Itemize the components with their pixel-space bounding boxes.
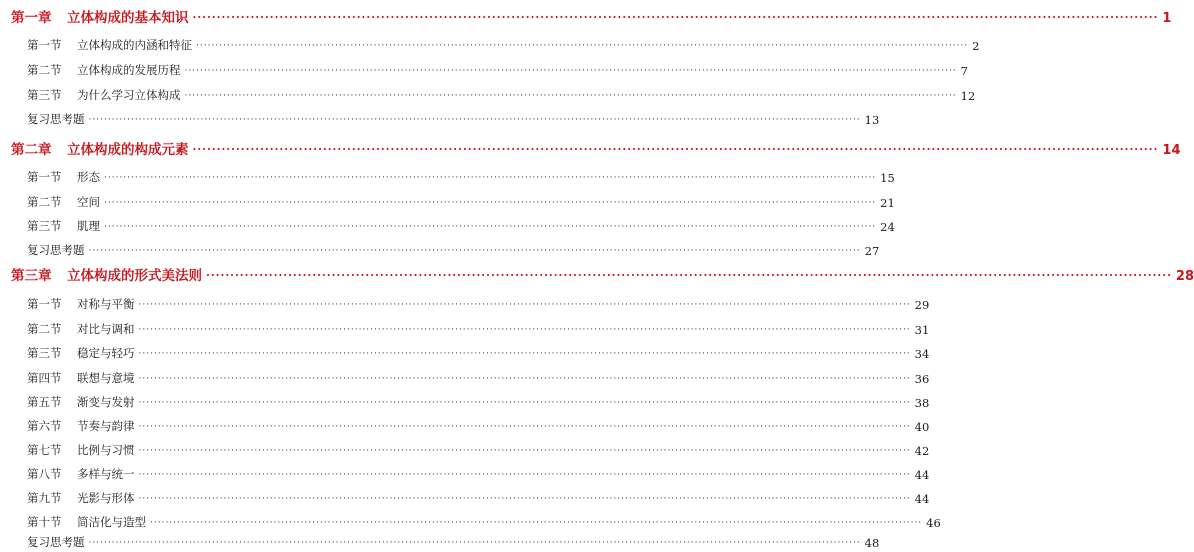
leader-dots: ········································································································································································································ <box>138 398 911 408</box>
section-title <box>27 37 192 53</box>
section-title <box>27 111 85 127</box>
leader-dots: ········································································································································································································ <box>206 269 1172 282</box>
leader-dots: ········································································································································································································ <box>138 300 911 310</box>
section-name: 节奏与韵律 <box>77 419 135 433</box>
section-number: 第二节 <box>27 63 62 77</box>
section-name: 立体构成的内涵和特征 <box>77 38 192 52</box>
section-title <box>27 169 100 185</box>
section-name: 稳定与轻巧 <box>77 346 135 360</box>
chapter-page-number: 28 <box>1175 269 1194 284</box>
section-page-number: 27 <box>864 244 880 258</box>
section-number: 第七节 <box>27 443 62 457</box>
section-number: 第十节 <box>27 515 62 529</box>
section-title <box>27 466 135 482</box>
section-number: 第三节 <box>27 219 62 233</box>
section-number: 第六节 <box>27 419 62 433</box>
leader-dots: ········································································································································································································ <box>138 422 911 432</box>
section-name: 对比与调和 <box>77 322 135 336</box>
section-page-number: 46 <box>926 516 941 530</box>
leader-dots: ········································································································································································································ <box>196 41 969 51</box>
section-name: 渐变与发射 <box>77 395 135 409</box>
section-number: 第三节 <box>27 88 62 102</box>
toc-section-entry[interactable] <box>0 292 930 312</box>
section-name: 立体构成的发展历程 <box>77 63 181 77</box>
chapter-number: 第三章 <box>11 268 52 284</box>
leader-dots: ········································································································································································································ <box>150 518 923 528</box>
chapter-name: 立体构成的形式美法则 <box>67 268 202 284</box>
toc-section-entry[interactable] <box>0 462 930 482</box>
section-page-number: 42 <box>914 444 930 458</box>
section-title <box>27 394 135 410</box>
section-title <box>27 370 135 386</box>
toc-chapter-entry[interactable] <box>0 138 1181 158</box>
leader-dots: ········································································································································································································ <box>138 349 911 359</box>
section-page-number: 40 <box>914 420 930 434</box>
section-name: 复习思考题 <box>27 535 85 549</box>
leader-dots: ········································································································································································································ <box>104 198 877 208</box>
toc-section-entry[interactable] <box>0 58 968 78</box>
toc-section-entry[interactable] <box>0 83 976 103</box>
toc-section-entry[interactable] <box>0 438 930 458</box>
section-number: 第二节 <box>27 322 62 336</box>
toc-review-entry[interactable] <box>0 238 880 258</box>
section-page-number: 29 <box>914 298 930 312</box>
section-page-number: 13 <box>864 113 880 127</box>
section-name: 肌理 <box>77 219 100 233</box>
section-number: 第一节 <box>27 297 62 311</box>
section-title <box>27 442 135 458</box>
section-page-number: 2 <box>972 39 980 53</box>
section-name: 对称与平衡 <box>77 297 135 311</box>
toc-chapter-entry[interactable] <box>0 264 1194 284</box>
section-number: 第五节 <box>27 395 62 409</box>
section-page-number: 31 <box>914 323 930 337</box>
section-title <box>27 345 135 361</box>
chapter-title <box>11 138 189 158</box>
section-page-number: 15 <box>880 171 895 185</box>
leader-dots: ········································································································································································································ <box>138 446 911 456</box>
section-title <box>27 418 135 434</box>
section-title <box>27 242 85 258</box>
chapter-page-number: 14 <box>1162 143 1181 158</box>
toc-section-entry[interactable] <box>0 510 941 530</box>
leader-dots: ········································································································································································································ <box>138 494 911 504</box>
section-page-number: 24 <box>880 220 895 234</box>
toc-section-entry[interactable] <box>0 390 930 410</box>
section-name: 形态 <box>77 170 100 184</box>
toc-section-entry[interactable] <box>0 486 930 506</box>
toc-section-entry[interactable] <box>0 341 930 361</box>
section-number: 第八节 <box>27 467 62 481</box>
leader-dots: ········································································································································································································ <box>104 173 877 183</box>
toc-section-entry[interactable] <box>0 33 980 53</box>
chapter-title <box>11 6 189 26</box>
leader-dots: ········································································································································································································ <box>104 222 877 232</box>
toc-section-entry[interactable] <box>0 317 930 337</box>
section-title <box>27 87 181 103</box>
section-page-number: 12 <box>960 89 976 103</box>
leader-dots: ········································································································································································································ <box>88 115 861 125</box>
section-title <box>27 514 146 530</box>
section-page-number: 48 <box>864 536 880 550</box>
toc-chapter-entry[interactable] <box>0 6 1172 26</box>
section-name: 比例与习惯 <box>77 443 135 457</box>
chapter-page-number: 1 <box>1162 11 1172 26</box>
chapter-name: 立体构成的构成元素 <box>67 142 189 158</box>
section-title <box>27 534 85 550</box>
section-number: 第一节 <box>27 170 62 184</box>
toc-review-entry[interactable] <box>0 530 880 550</box>
section-page-number: 21 <box>880 196 895 210</box>
section-title <box>27 62 181 78</box>
section-name: 复习思考题 <box>27 112 85 126</box>
section-number: 第四节 <box>27 371 62 385</box>
section-title <box>27 490 135 506</box>
section-number: 第三节 <box>27 346 62 360</box>
section-name: 联想与意境 <box>77 371 135 385</box>
toc-section-entry[interactable] <box>0 366 930 386</box>
chapter-title <box>11 264 202 284</box>
section-name: 空间 <box>77 195 100 209</box>
section-page-number: 38 <box>914 396 930 410</box>
toc-section-entry[interactable] <box>0 165 895 185</box>
section-number: 第九节 <box>27 491 62 505</box>
section-name: 多样与统一 <box>77 467 135 481</box>
leader-dots: ········································································································································································································ <box>192 11 1159 24</box>
toc-section-entry[interactable] <box>0 214 895 234</box>
section-page-number: 44 <box>914 468 930 482</box>
section-name: 光影与形体 <box>77 491 135 505</box>
chapter-number: 第一章 <box>11 10 52 26</box>
section-name: 简洁化与造型 <box>77 515 146 529</box>
leader-dots: ········································································································································································································ <box>184 91 957 101</box>
toc-section-entry[interactable] <box>0 190 895 210</box>
section-name: 复习思考题 <box>27 243 85 257</box>
section-title <box>27 194 100 210</box>
chapter-number: 第二章 <box>11 142 52 158</box>
section-page-number: 44 <box>914 492 930 506</box>
section-title <box>27 218 100 234</box>
section-number: 第一节 <box>27 38 62 52</box>
leader-dots: ········································································································································································································ <box>184 66 957 76</box>
leader-dots: ········································································································································································································ <box>138 325 911 335</box>
section-name: 为什么学习立体构成 <box>77 88 181 102</box>
leader-dots: ········································································································································································································ <box>138 470 911 480</box>
toc-review-entry[interactable] <box>0 107 880 127</box>
leader-dots: ········································································································································································································ <box>88 246 861 256</box>
section-title <box>27 321 135 337</box>
toc-section-entry[interactable] <box>0 414 930 434</box>
section-page-number: 34 <box>914 347 930 361</box>
section-page-number: 36 <box>914 372 930 386</box>
leader-dots: ········································································································································································································ <box>88 538 861 548</box>
leader-dots: ········································································································································································································ <box>138 374 911 384</box>
section-page-number: 7 <box>960 64 968 78</box>
leader-dots: ········································································································································································································ <box>192 143 1159 156</box>
section-title <box>27 296 135 312</box>
chapter-name: 立体构成的基本知识 <box>67 10 189 26</box>
section-number: 第二节 <box>27 195 62 209</box>
